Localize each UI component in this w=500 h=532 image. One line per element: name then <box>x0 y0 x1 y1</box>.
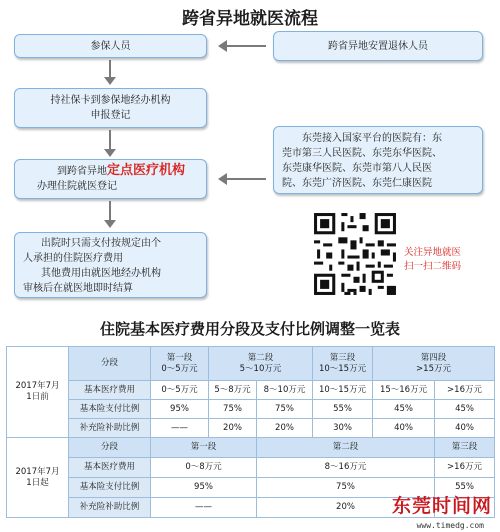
insurance-cell: 45% <box>435 400 495 419</box>
settlement-line2: 人承担的住院医疗费用 <box>23 253 123 264</box>
cost-after-cell: 0～8万元 <box>151 458 257 478</box>
insurance-cell: 45% <box>373 400 435 419</box>
row-label-insurance: 基本险支付比例 <box>69 400 151 419</box>
segment-after-2: 第二段 <box>257 438 435 458</box>
designated-institution-highlight: 定点医疗机构 <box>107 163 186 178</box>
settlement-line3: 其他费用由就医地经办机构 <box>41 268 161 279</box>
qr-note-line2: 扫一扫二维码 <box>404 261 462 272</box>
site-logo: 东莞时间网 <box>391 495 492 517</box>
supplement-cell: 20% <box>257 419 313 438</box>
period-before-line1: 2017年7月 <box>15 381 60 391</box>
supplement-cell: 20% <box>209 419 257 438</box>
insurance-after-cell: 75% <box>257 478 435 498</box>
supplement-cell: 30% <box>313 419 373 438</box>
arrow-retiree-to-insured-head <box>218 40 227 52</box>
settlement-line1: 出院时只需支付按规定由个 <box>41 238 161 249</box>
qr-note-line1: 关注异地就医 <box>404 247 462 258</box>
segment-header-label: 分段 <box>69 347 151 381</box>
insurance-cell: 95% <box>151 400 209 419</box>
segment-1-header <box>151 347 209 381</box>
supplement-after-cell: 20% <box>257 498 435 518</box>
insurance-after-cell: 95% <box>151 478 257 498</box>
arrow-down-3 <box>109 201 111 221</box>
supplement-after-cell: —— <box>151 498 257 518</box>
segment-4-header <box>373 347 495 381</box>
hospitals-box <box>273 126 483 194</box>
supplement-cell: 40% <box>435 419 495 438</box>
register-line1: 持社保卡到参保地经办机构 <box>50 95 171 106</box>
row-label-supplement-after: 补充险补助比例 <box>69 498 151 518</box>
register-box <box>14 88 207 128</box>
cost-cell: 8～10万元 <box>257 381 313 400</box>
segment-1-range: 0～5万元 <box>161 363 198 374</box>
arrow-down-2 <box>109 130 111 150</box>
hospital-register-line2: 办理住院就医登记 <box>37 181 117 192</box>
arrow-hospitals-to-box <box>226 178 266 180</box>
period-after <box>7 438 69 518</box>
segment-after-3: 第三段 <box>435 438 495 458</box>
segment-1-name: 第一段 <box>166 352 193 363</box>
segment-2-name: 第二段 <box>247 352 274 363</box>
segment-4-name: 第四段 <box>420 352 447 363</box>
insurance-cell: 75% <box>209 400 257 419</box>
qr-code-image <box>311 210 399 298</box>
segment-3-header <box>313 347 373 381</box>
settlement-box <box>14 232 207 298</box>
arrow-down-1 <box>109 60 111 78</box>
insurance-cell: 75% <box>257 400 313 419</box>
retiree-label: 跨省异地安置退休人员 <box>328 40 428 52</box>
arrow-down-3-head <box>104 220 116 228</box>
site-url: www.timedg.com <box>416 521 484 530</box>
period-after-line2: 1日起 <box>26 477 49 488</box>
qr-note <box>404 246 461 274</box>
hospitals-line3: 东莞康华医院、东莞市第八人民医 <box>282 163 432 174</box>
cost-after-cell: >16万元 <box>435 458 495 478</box>
flow-title: 跨省异地就医流程 <box>182 9 318 29</box>
retiree-box <box>273 31 483 61</box>
cost-cell: 10～15万元 <box>313 381 373 400</box>
segment-header-label-after: 分段 <box>69 438 151 458</box>
register-line2: 申报登记 <box>90 110 131 121</box>
arrow-hospitals-to-box-head <box>218 173 227 185</box>
segment-4-range: >15万元 <box>416 363 451 374</box>
cost-cell: >16万元 <box>435 381 495 400</box>
period-before <box>7 347 69 438</box>
row-label-supplement: 补充险补助比例 <box>69 419 151 438</box>
period-after-line1: 2017年7月 <box>15 466 60 477</box>
hospitals-line4: 院、东莞广济医院、东莞仁康医院 <box>282 178 432 189</box>
hospitals-line2: 莞市第三人民医院、东莞东华医院、 <box>282 148 442 159</box>
table-title: 住院基本医疗费用分段及支付比例调整一览表 <box>99 320 400 338</box>
supplement-cell: —— <box>151 419 209 438</box>
supplement-cell: 40% <box>373 419 435 438</box>
cost-cell: 5～8万元 <box>209 381 257 400</box>
hospitals-line1: 东莞接入国家平台的医院有：东 <box>302 133 442 144</box>
cost-cell: 0～5万元 <box>151 381 209 400</box>
segment-2-range: 5～10万元 <box>239 363 282 374</box>
segment-after-1: 第一段 <box>151 438 257 458</box>
arrow-retiree-to-insured <box>226 45 266 47</box>
arrow-down-1-head <box>104 77 116 85</box>
cost-cell: 15～16万元 <box>373 381 435 400</box>
hospital-register-prefix: 到跨省异地 <box>57 166 107 177</box>
segment-3-name: 第三段 <box>329 352 356 363</box>
insured-box <box>14 34 207 58</box>
segment-2-header <box>209 347 313 381</box>
settlement-line4: 审核后在就医地即时结算 <box>23 283 133 294</box>
insured-label: 参保人员 <box>90 40 131 52</box>
insurance-after-cell: 55% <box>435 478 495 498</box>
hospital-register-box <box>14 159 207 199</box>
row-label-cost: 基本医疗费用 <box>69 381 151 400</box>
arrow-down-2-head <box>104 149 116 157</box>
period-before-line2: 1日前 <box>26 392 49 402</box>
insurance-cell: 55% <box>313 400 373 419</box>
cost-after-cell: 8～16万元 <box>257 458 435 478</box>
segment-3-range: 10～15万元 <box>318 363 367 374</box>
row-label-cost-after: 基本医疗费用 <box>69 458 151 478</box>
row-label-insurance-after: 基本险支付比例 <box>69 478 151 498</box>
